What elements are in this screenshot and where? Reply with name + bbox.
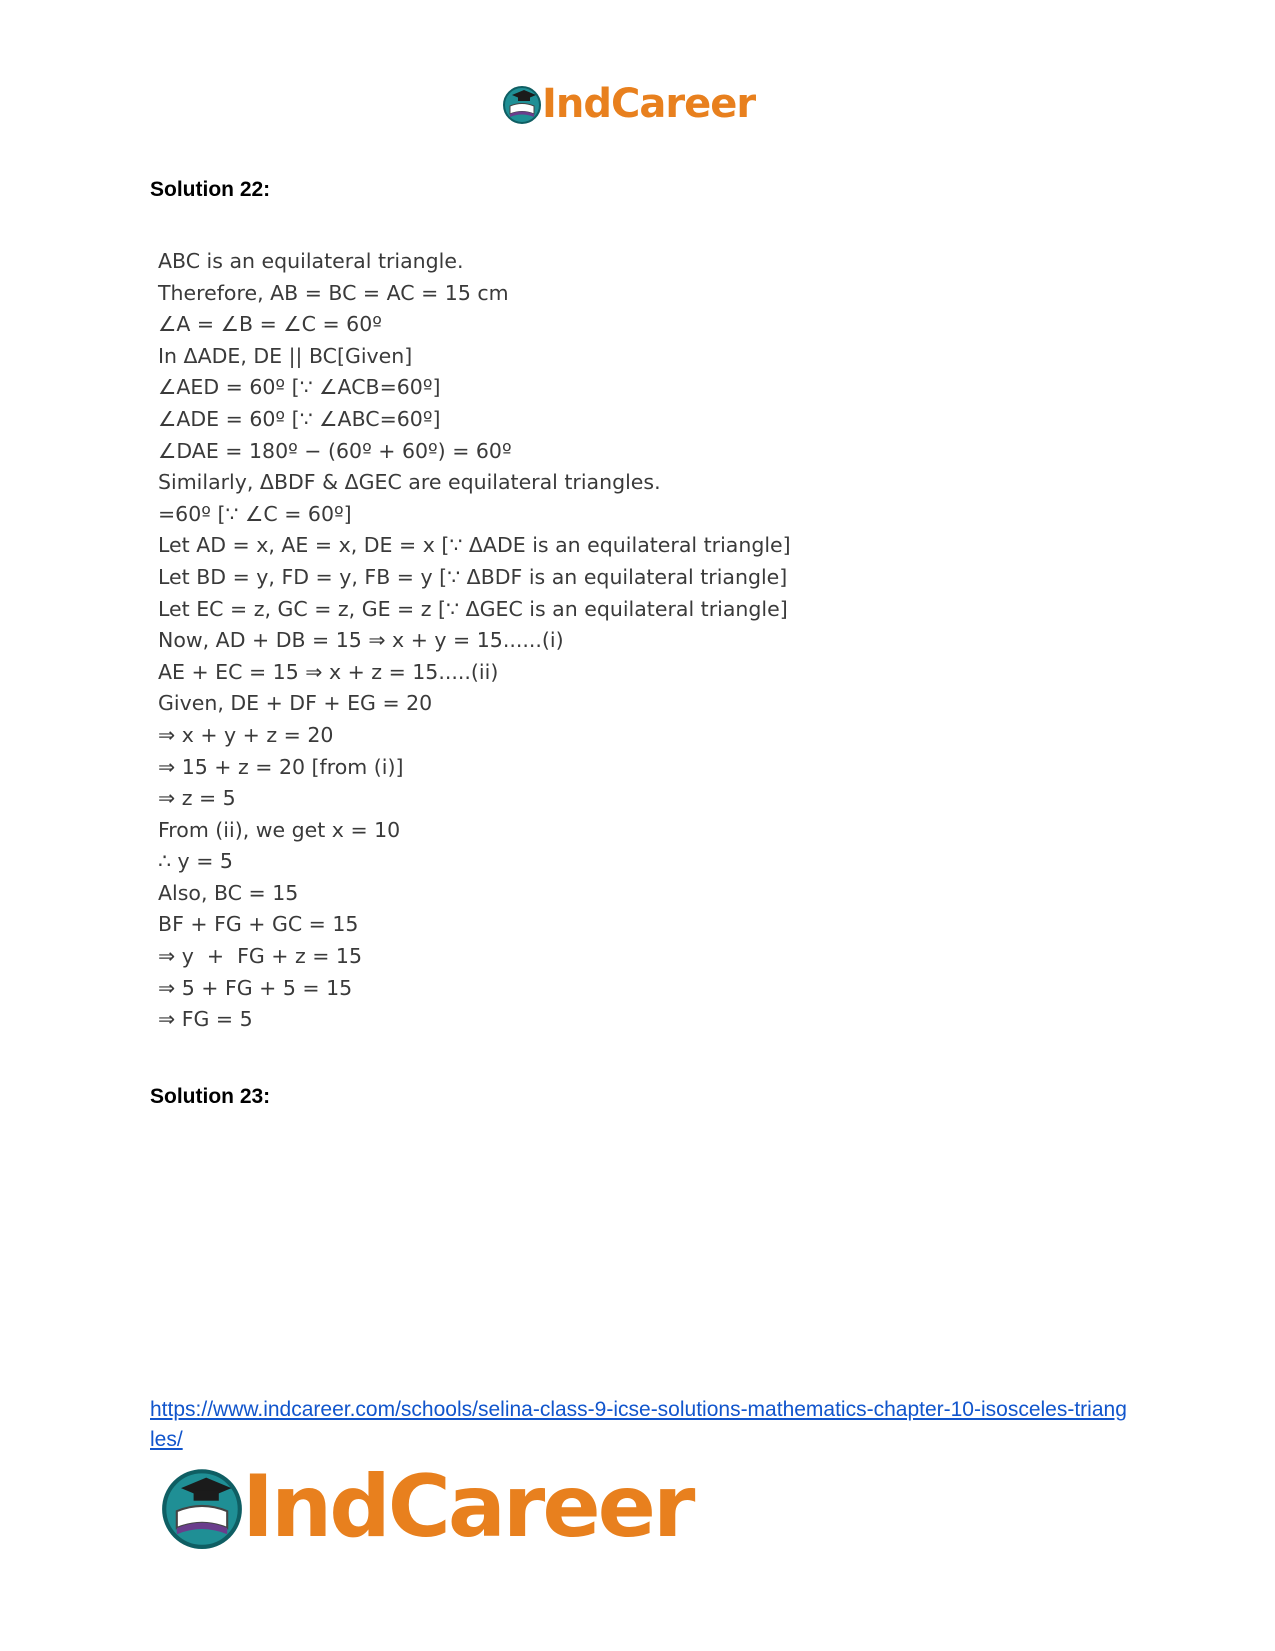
solution-line: ∠ADE = 60º [∵ ∠ABC=60º] xyxy=(158,406,441,431)
book-globe-graduation-cap-icon xyxy=(502,84,542,124)
brand-wordmark: IndCareer xyxy=(242,1457,693,1557)
brand-wordmark: IndCareer xyxy=(542,81,756,127)
solution-line: ⇒ z = 5 xyxy=(158,786,236,811)
solution-line: From (ii), we get x = 10 xyxy=(158,817,401,842)
solution-line: ⇒ y + FG + z = 15 xyxy=(158,944,363,969)
solution-line: ∠A = ∠B = ∠C = 60º xyxy=(158,312,382,337)
solution-line: BF + FG + GC = 15 xyxy=(158,912,359,937)
solution-line: Let BD = y, FD = y, FB = y [∵ ΔBDF is an equilateral triangle] xyxy=(158,564,788,589)
solution-line: Therefore, AB = BC = AC = 15 cm xyxy=(158,280,509,305)
solution-line: =60º [∵ ∠C = 60º] xyxy=(158,501,352,526)
book-globe-graduation-cap-icon xyxy=(160,1465,244,1549)
footer-logo xyxy=(160,1457,693,1557)
solution-line: ⇒ FG = 5 xyxy=(158,1007,253,1032)
solution-line: ⇒ x + y + z = 20 xyxy=(158,722,334,747)
solution-line: Let AD = x, AE = x, DE = x [∵ ΔADE is an equilateral triangle] xyxy=(158,533,791,558)
solution-line: ⇒ 5 + FG + 5 = 15 xyxy=(158,975,353,1000)
solution-line: Given, DE + DF + EG = 20 xyxy=(158,691,433,716)
solution-22-body xyxy=(158,246,818,1036)
solution-line: Now, AD + DB = 15 ⇒ x + y = 15......(i) xyxy=(158,628,564,653)
solution-23-heading: Solution 23: xyxy=(150,1085,271,1108)
solution-22-heading: Solution 22: xyxy=(150,178,271,201)
solution-line: ∠DAE = 180º − (60º + 60º) = 60º xyxy=(158,438,512,463)
solution-line: Let EC = z, GC = z, GE = z [∵ ΔGEC is an equilateral triangle] xyxy=(158,596,788,621)
solution-line: Similarly, ΔBDF & ΔGEC are equilateral triangles. xyxy=(158,470,661,495)
solution-line: ∴ y = 5 xyxy=(158,849,233,874)
solution-line: ∠AED = 60º [∵ ∠ACB=60º] xyxy=(158,375,441,400)
header-logo xyxy=(502,80,755,128)
solution-line: AE + EC = 15 ⇒ x + z = 15.....(ii) xyxy=(158,659,499,684)
solution-line: ⇒ 15 + z = 20 [from (i)] xyxy=(158,754,404,779)
source-url-link[interactable]: https://www.indcareer.com/schools/selina-class-9-icse-solutions-mathematics-chapter-10-isosceles-triangles/ xyxy=(150,1398,1127,1451)
solution-line: ABC is an equilateral triangle. xyxy=(158,249,464,273)
solution-line: In ΔADE, DE || BC[Given] xyxy=(158,343,413,368)
solution-line: Also, BC = 15 xyxy=(158,880,299,905)
